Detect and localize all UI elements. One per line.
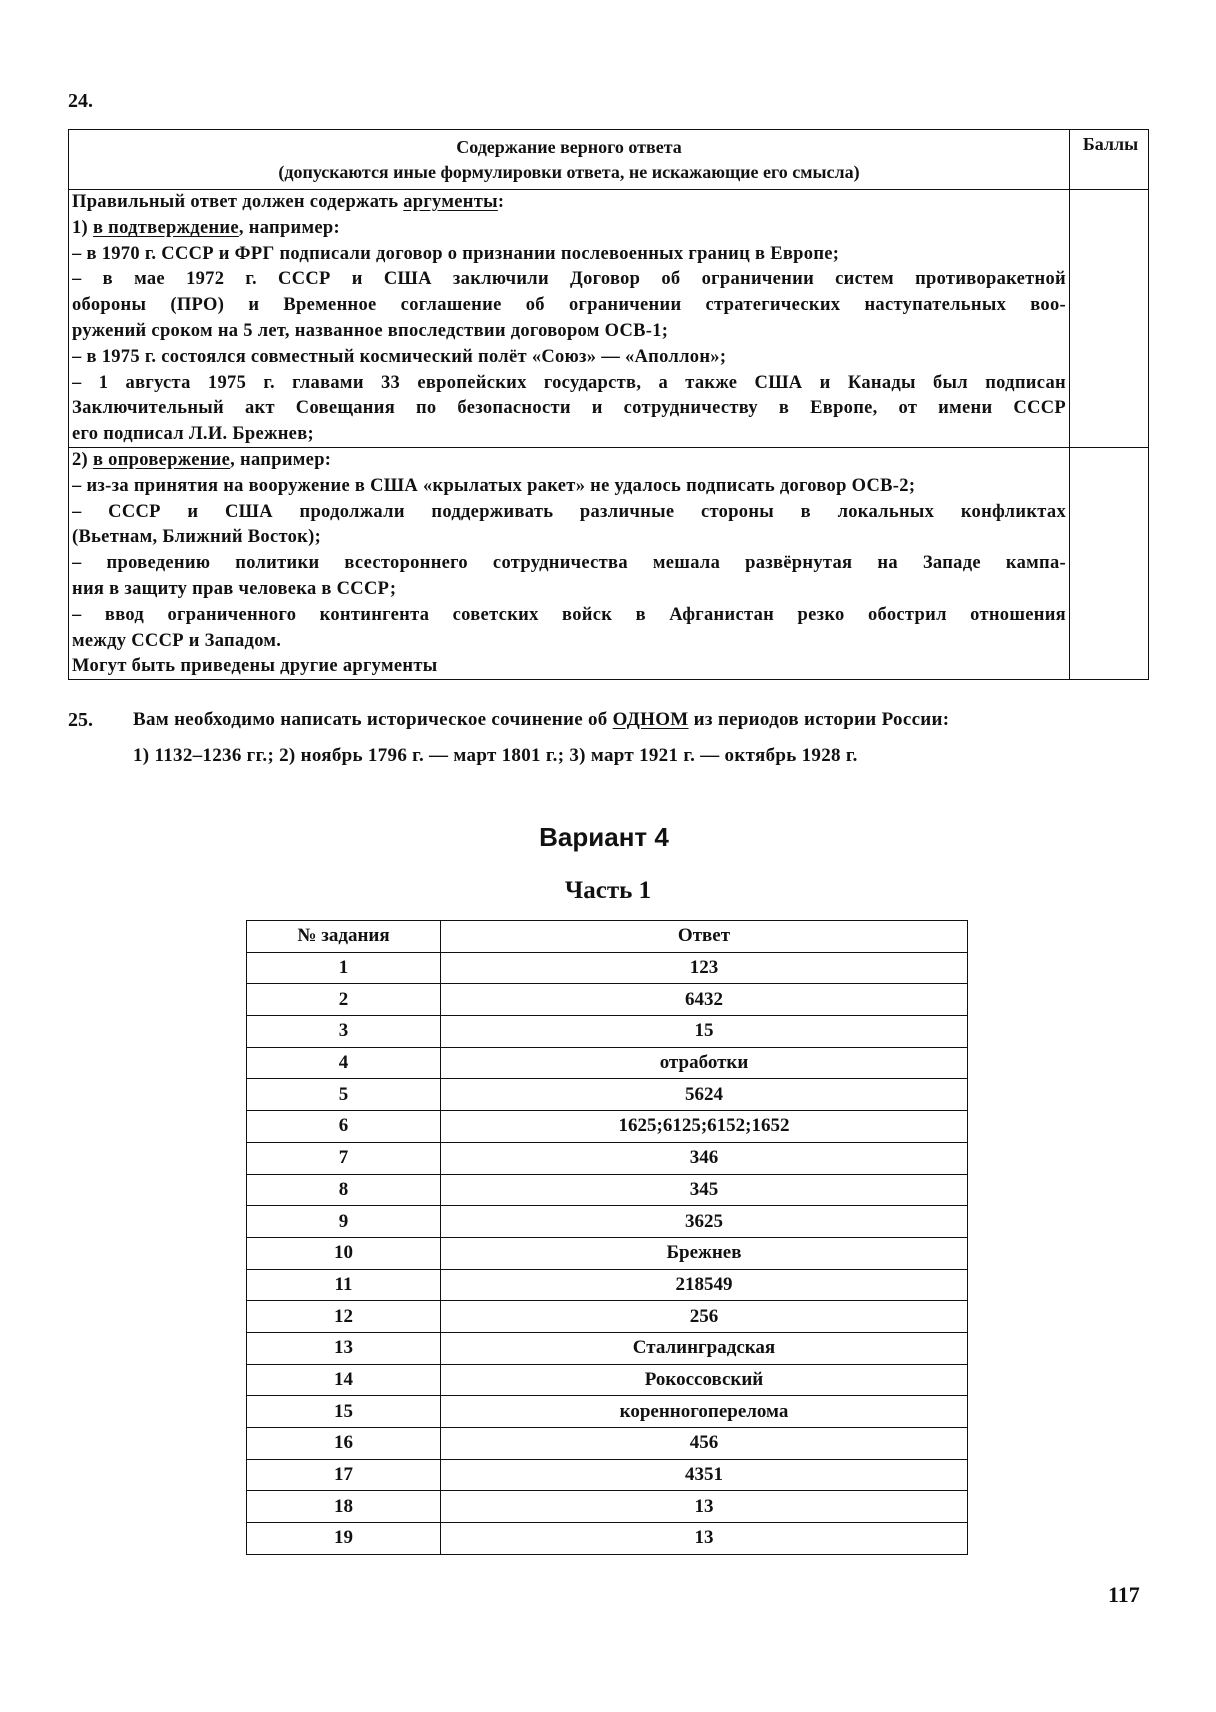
answer-cell: 345 (441, 1174, 968, 1206)
task-number-cell: 5 (247, 1079, 441, 1111)
section-confirmation (72, 190, 1066, 448)
header-subtitle: (допускаются иные формулировки ответа, не искажающие его смысла) (278, 162, 860, 182)
task-number-cell: 7 (247, 1142, 441, 1174)
text-line: – из-за принятия на вооружение в США «крылатых ракет» не удалось подписать договор ОСВ-2; (72, 475, 916, 496)
table-row (247, 1459, 968, 1491)
task-number-cell: 9 (247, 1206, 441, 1238)
text-line: – в мае 1972 г. СССР и США заключили Договор об ограничении систем противоракетной (72, 269, 1066, 290)
task-number-cell: 18 (247, 1491, 441, 1523)
header-title: Содержание верного ответа (456, 137, 682, 157)
answer-cell: 456 (441, 1428, 968, 1460)
item-heading (72, 216, 1066, 242)
variant-title: Вариант 4 (539, 822, 669, 852)
text-line: – проведению политики всестороннего сотрудничества мешала развёрнутая на Западе кампа- (72, 553, 1066, 574)
item-heading (72, 448, 1066, 474)
item-prefix: 2) (72, 450, 93, 470)
text-line: (Вьетнам, Ближний Восток); (72, 527, 322, 548)
task-number-cell: 13 (247, 1332, 441, 1364)
table-row (247, 952, 968, 984)
text-line: – в 1975 г. состоялся совместный космический полёт «Союз» — «Аполлон»; (72, 346, 727, 367)
answer-cell: 123 (441, 952, 968, 984)
part-title: Часть 1 (564, 877, 652, 904)
text-line: – ввод ограниченного контингента советских войск в Афганистан резко обострил отношения (72, 604, 1066, 625)
item-underlined: в опровержение (92, 450, 231, 470)
table-row (247, 1174, 968, 1206)
text-line: обороны (ПРО) и Временное соглашение об ограничении стратегических наступательных воо- (72, 295, 1066, 316)
table-row (247, 1396, 968, 1428)
answer-cell: отработки (441, 1047, 968, 1079)
task-number-cell: 17 (247, 1459, 441, 1491)
answer-cell: Рокоссовский (441, 1364, 968, 1396)
task-number-cell: 11 (247, 1269, 441, 1301)
table-row (247, 1142, 968, 1174)
table-row (247, 1047, 968, 1079)
column-divider (1069, 130, 1070, 679)
answer-cell: 218549 (441, 1269, 968, 1301)
task-25-text (133, 709, 949, 731)
task-number-cell: 3 (247, 1016, 441, 1048)
task-25-periods: 1) 1132–1236 гг.; 2) ноябрь 1796 г. — март 1801 г.; 3) март 1921 г. — октябрь 1928 г. (133, 745, 858, 766)
table-row (247, 1491, 968, 1523)
answer-cell: 15 (441, 1016, 968, 1048)
task-number-cell: 15 (247, 1396, 441, 1428)
text-line: – 1 августа 1975 г. главами 33 европейских государств, а также США и Канады был подписан (72, 372, 1066, 393)
text-line: – СССР и США продолжали поддерживать различные стороны в локальных конфликтах (72, 501, 1066, 522)
section-refutation (72, 448, 1066, 680)
header-task-number: № задания (247, 921, 441, 953)
task-number-cell: 19 (247, 1523, 441, 1555)
task-25-underlined: ОДНОМ (612, 709, 689, 730)
intro-suffix: : (497, 192, 505, 212)
answer-cell: Брежнев (441, 1237, 968, 1269)
answer-cell: 3625 (441, 1206, 968, 1238)
item-underlined: в подтверждение (92, 217, 239, 238)
task-number-cell: 6 (247, 1111, 441, 1143)
answer-cell: 13 (441, 1491, 968, 1523)
text-line: ния в защиту прав человека в СССР; (72, 578, 397, 599)
task-25-number: 25. (68, 709, 93, 731)
task-24-answer-table (68, 129, 1149, 680)
page-number: 117 (1108, 1582, 1140, 1607)
task-number-cell: 1 (247, 952, 441, 984)
task-number-cell: 10 (247, 1237, 441, 1269)
answer-cell: коренногоперелома (441, 1396, 968, 1428)
text-line: между СССР и Западом. (72, 630, 282, 651)
text-line: Могут быть приведены другие аргументы (72, 656, 438, 677)
task-25-suffix: из периодов истории России: (688, 709, 950, 730)
intro-text: Правильный ответ должен содержать (72, 192, 404, 212)
item-prefix: 1) (72, 217, 93, 238)
table-row (247, 1079, 968, 1111)
table-row (247, 1206, 968, 1238)
text-line: – в 1970 г. СССР и ФРГ подписали договор о признании послевоенных границ в Европе; (72, 243, 840, 264)
task-number-cell: 16 (247, 1428, 441, 1460)
table-row (247, 1332, 968, 1364)
intro-underlined: аргументы (403, 192, 498, 212)
table-row (247, 984, 968, 1016)
table-row (247, 1269, 968, 1301)
header-answer: Ответ (441, 921, 968, 953)
task-number-cell: 8 (247, 1174, 441, 1206)
item-suffix: , например: (238, 217, 340, 238)
task-number-cell: 14 (247, 1364, 441, 1396)
answer-cell: 346 (441, 1142, 968, 1174)
table-row (247, 1523, 968, 1555)
task-number-cell: 12 (247, 1301, 441, 1333)
table-row (247, 1301, 968, 1333)
table-header-row (247, 921, 968, 953)
table-row (247, 1016, 968, 1048)
answer-cell: 5624 (441, 1079, 968, 1111)
answer-cell: 1625;6125;6152;1652 (441, 1111, 968, 1143)
answer-cell: 4351 (441, 1459, 968, 1491)
text-line: его подписал Л.И. Брежнев; (72, 424, 314, 445)
table-row (247, 1237, 968, 1269)
answers-table (246, 920, 968, 1555)
text-line: Заключительный акт Совещания по безопасности и сотрудничеству в Европе, от имени СССР (72, 398, 1066, 419)
answer-cell: Сталинградская (441, 1332, 968, 1364)
table-row (247, 1428, 968, 1460)
answer-cell: 6432 (441, 984, 968, 1016)
header-points: Баллы (1082, 134, 1139, 154)
text-line: ружений сроком на 5 лет, названное впоследствии договором ОСВ-1; (72, 320, 669, 341)
item-suffix: , например: (230, 450, 332, 470)
task-24-number: 24. (68, 90, 93, 112)
intro-line (72, 190, 1066, 216)
task-number-cell: 4 (247, 1047, 441, 1079)
table-row (247, 1111, 968, 1143)
answer-cell: 256 (441, 1301, 968, 1333)
table-row (247, 1364, 968, 1396)
task-number-cell: 2 (247, 984, 441, 1016)
answer-cell: 13 (441, 1523, 968, 1555)
task-25-prefix: Вам необходимо написать историческое сочинение об (133, 709, 613, 730)
